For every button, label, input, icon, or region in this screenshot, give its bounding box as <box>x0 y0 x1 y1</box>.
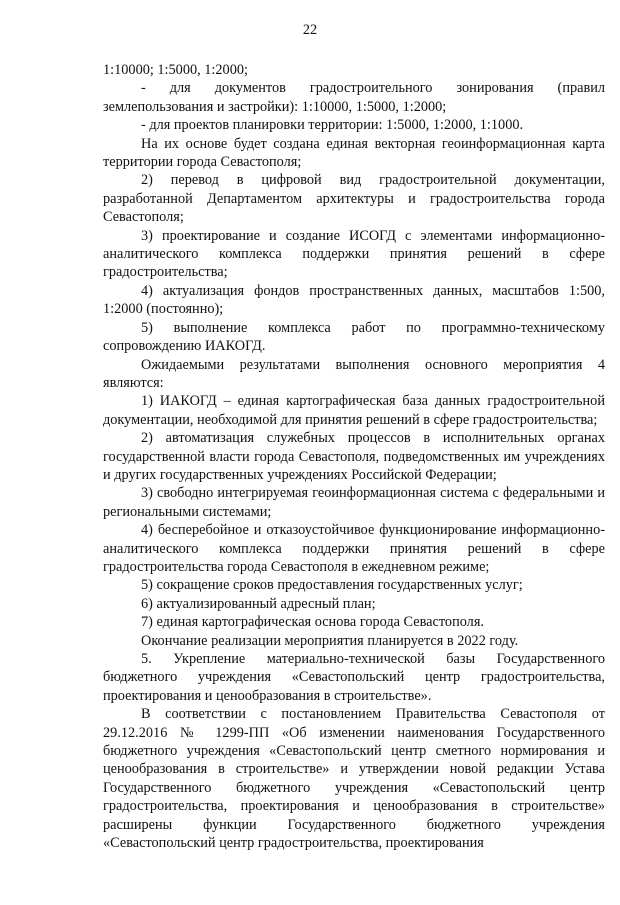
document-body <box>103 61 605 852</box>
body-paragraph: 7) единая картографическая основа города Севастополя. <box>141 614 484 631</box>
body-paragraph: 3) проектирование и создание ИСОГД с элементами информационно-аналитического комплекса поддержки принятия решений в сфере градостроительства; <box>103 227 605 281</box>
body-paragraph: Ожидаемыми результатами выполнения основного мероприятия 4 являются: <box>103 356 605 391</box>
body-paragraph: 6) актуализированный адресный план; <box>141 595 376 612</box>
body-paragraph: 3) свободно интегрируемая геоинформационная система с федеральными и региональными системами; <box>103 485 605 520</box>
body-paragraph: 1:10000; 1:5000, 1:2000; <box>103 62 248 78</box>
page-number: 22 <box>302 22 318 38</box>
body-paragraph: 5) сокращение сроков предоставления государственных услуг; <box>141 577 523 594</box>
body-paragraph: В соответствии с постановлением Правительства Севастополя от 29.12.2016 № 1299-ПП «Об изменении наименования Государственного бюджетного учреждения «Севастопольский центр сметного нормирования и ценообразования в строительстве» и утверждении новой редакции Устава Государственного бюджетного учреждения «Севастопольский центр градостроительства, проектирования и ценообразования в строительстве» расширены функции Государственного бюджетного учреждения «Севастопольский центр градостроительства, проектирования <box>103 706 605 852</box>
body-paragraph: 5) выполнение комплекса работ по программно-техническому сопровождению ИАКОГД. <box>103 319 605 355</box>
body-paragraph: - для документов градостроительного зонирования (правил землепользования и застройки): 1:10000, 1:5000, 1:2000; <box>103 80 605 115</box>
body-paragraph: 1) ИАКОГД – единая картографическая база данных градостроительной документации, необходимой для принятия решений в сфере градостроительства; <box>103 393 605 428</box>
body-paragraph: На их основе будет создана единая векторная геоинформационная карта территории города Севастополя; <box>103 135 605 171</box>
body-paragraph: 2) перевод в цифровой вид градостроительной документации, разработанной Департаментом архитектуры и градостроительства города Севастополя; <box>103 172 605 226</box>
body-paragraph: Окончание реализации мероприятия планируется в 2022 году. <box>141 632 519 649</box>
body-paragraph: 4) бесперебойное и отказоустойчивое функционирование информационно-аналитического комплекса поддержки принятия решений в сфере градостроительства города Севастополя в ежедневном режиме; <box>103 522 605 575</box>
body-paragraph: 5. Укрепление материально-технической базы Государственного бюджетного учреждения «Севастопольский центр градостроительства, проектирования и ценообразования в строительстве». <box>103 651 605 704</box>
body-paragraph: - для проектов планировки территории: 1:5000, 1:2000, 1:1000. <box>141 117 524 134</box>
body-paragraph: 4) актуализация фондов пространственных данных, масштабов 1:500, 1:2000 (постоянно); <box>103 282 605 318</box>
body-paragraph: 2) автоматизация служебных процессов в исполнительных органах государственной власти города Севастополя, подведомственных им учреждениях и других государственных учреждениях Российской Федерации; <box>103 430 605 483</box>
